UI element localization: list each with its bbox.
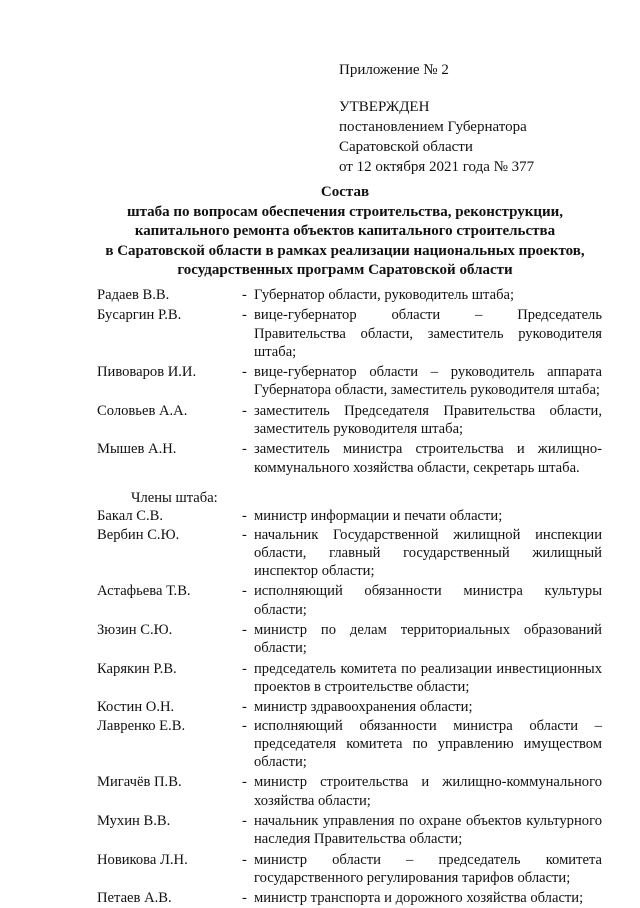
member-name: Костин О.Н. bbox=[97, 699, 175, 716]
staff-row bbox=[97, 660, 602, 697]
member-role: министр области – председатель комитета государственного регулирования тарифов области; bbox=[254, 851, 602, 886]
approval-block bbox=[339, 97, 534, 177]
member-name: Соловьев А.А. bbox=[97, 402, 188, 419]
separator-dash: - bbox=[242, 813, 247, 830]
separator-dash: - bbox=[242, 287, 247, 303]
heading-line: Состав bbox=[320, 184, 370, 200]
member-name: Мухин В.В. bbox=[97, 813, 171, 830]
staff-row bbox=[97, 812, 602, 849]
staff-row bbox=[97, 440, 602, 477]
member-role: председатель комитета по реализации инвестиционных проектов в строительстве области; bbox=[254, 660, 602, 695]
member-role: исполняющий обязанности министра культуры области; bbox=[254, 583, 602, 618]
staff-row bbox=[97, 621, 602, 658]
staff-row bbox=[97, 698, 602, 716]
staff-row bbox=[97, 363, 602, 400]
member-name: Мигачёв П.В. bbox=[97, 774, 182, 791]
member-role: исполняющий обязанности министра области – председателя комитета по управлению имуществом области; bbox=[254, 717, 602, 771]
member-name: Бакал С.В. bbox=[97, 508, 164, 525]
staff-row bbox=[97, 526, 602, 581]
member-name: Мышев А.Н. bbox=[97, 441, 177, 458]
member-role: Губернатор области, руководитель штаба; bbox=[254, 287, 515, 303]
member-role: министр информации и печати области; bbox=[254, 508, 503, 525]
member-role: министр строительства и жилищно-коммунального хозяйства области; bbox=[254, 774, 602, 809]
approval-title: УТВЕРЖДЕН bbox=[339, 99, 430, 115]
separator-dash: - bbox=[242, 890, 247, 907]
member-role: начальник Государственной жилищной инспекции области, главный государственный жилищный инспектор области; bbox=[254, 526, 602, 580]
approval-line: Саратовской области bbox=[339, 139, 473, 155]
separator-dash: - bbox=[242, 699, 247, 716]
staff-row bbox=[97, 286, 602, 304]
separator-dash: - bbox=[242, 526, 247, 543]
member-name: Зюзин С.Ю. bbox=[97, 622, 173, 639]
member-role: министр транспорта и дорожного хозяйства области; bbox=[254, 890, 584, 907]
member-name: Новикова Л.Н. bbox=[97, 851, 188, 868]
separator-dash: - bbox=[242, 660, 247, 677]
staff-row bbox=[97, 306, 602, 361]
member-role: заместитель Председателя Правительства области, заместитель руководителя штаба; bbox=[254, 402, 602, 438]
separator-dash: - bbox=[242, 508, 247, 525]
member-name: Лавренко Е.В. bbox=[97, 717, 186, 734]
heading-line: государственных программ Саратовской области bbox=[177, 262, 513, 278]
staff-row bbox=[97, 717, 602, 772]
members-section-label: Члены штаба: bbox=[131, 489, 218, 506]
document-heading bbox=[80, 183, 610, 281]
member-name: Вербин С.Ю. bbox=[97, 526, 180, 543]
separator-dash: - bbox=[242, 307, 247, 324]
separator-dash: - bbox=[242, 622, 247, 639]
member-role: вице-губернатор области – Председатель Правительства области, заместитель руководителя штаба; bbox=[254, 307, 602, 360]
separator-dash: - bbox=[242, 402, 247, 419]
appendix-number: Приложение № 2 bbox=[339, 62, 449, 78]
heading-line: капитального ремонта объектов капитального строительства bbox=[134, 223, 556, 239]
member-name: Пивоваров И.И. bbox=[97, 364, 197, 381]
separator-dash: - bbox=[242, 774, 247, 791]
separator-dash: - bbox=[242, 364, 247, 381]
separator-dash: - bbox=[242, 583, 247, 600]
member-role: министр здравоохранения области; bbox=[254, 699, 473, 716]
staff-row bbox=[97, 851, 602, 888]
approval-line: от 12 октября 2021 года № 377 bbox=[339, 159, 535, 175]
heading-line: в Саратовской области в рамках реализации национальных проектов, bbox=[105, 242, 585, 259]
heading-line: штаба по вопросам обеспечения строительства, реконструкции, bbox=[126, 203, 564, 220]
staff-composition bbox=[97, 286, 602, 908]
separator-dash: - bbox=[242, 851, 247, 868]
member-role: министр по делам территориальных образований области; bbox=[254, 622, 602, 657]
staff-row bbox=[97, 582, 602, 619]
member-name: Бусаргин Р.В. bbox=[97, 307, 182, 324]
member-name: Радаев В.В. bbox=[97, 287, 170, 303]
staff-row bbox=[97, 773, 602, 810]
member-role: вице-губернатор области – руководитель аппарата Губернатора области, заместитель руководителя штаба; bbox=[254, 364, 602, 399]
member-role: начальник управления по охране объектов культурного наследия Правительства области; bbox=[254, 813, 602, 848]
staff-row bbox=[97, 402, 602, 439]
member-name: Астафьева Т.В. bbox=[97, 583, 191, 600]
approval-line: постановлением Губернатора bbox=[339, 119, 527, 135]
separator-dash: - bbox=[242, 717, 247, 734]
staff-row bbox=[97, 507, 602, 525]
separator-dash: - bbox=[242, 441, 247, 458]
member-name: Петаев А.В. bbox=[97, 890, 172, 907]
member-name: Карякин Р.В. bbox=[97, 660, 177, 677]
member-role: заместитель министра строительства и жилищно-коммунального хозяйства области, секретарь штаба. bbox=[254, 441, 602, 476]
